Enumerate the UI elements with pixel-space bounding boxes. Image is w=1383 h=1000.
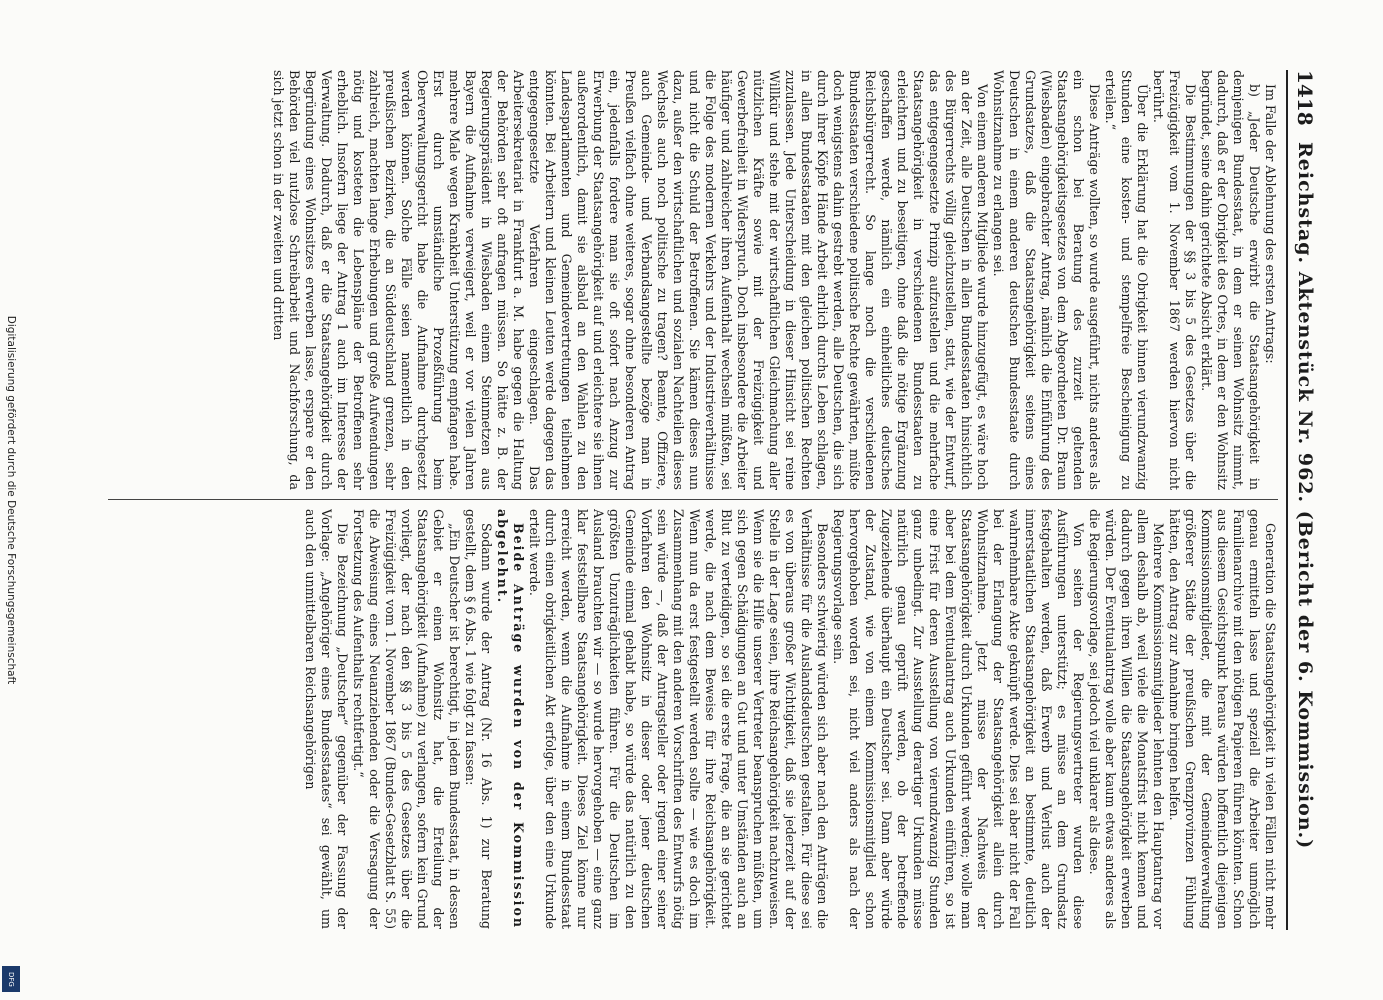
paragraph: Generation die Staatsangehörigkeit in vielen Fällen nicht mehr genau ermitteln lasse und speziell die Arbeiter unmöglich Familienarchive mit den nötigen Papieren führen könnten. Schon aus diesem Gesichtspunkt heraus würden hoffentlich diejenigen Kommissionsmitglieder, die mit der Gemeindeverwaltung größerer Städte der preußischen Grenzprovinzen Fühlung hätten, den Antrag zur Annahme bringen helfen. (1167, 509, 1278, 929)
page-number: 1418 (1293, 70, 1317, 126)
paragraph: Von seiten der Regierungsvertreter wurden diese Ausführungen unterstützt; es müsse an dem Grundsatz festgehalten werden, daß Erwerb und Verlust auch der innerstaatlichen Staatsangehörigkeit an bestimmte, deutlich wahrnehmbare Akte geknüpft werde. Dies sei aber nicht der Fall bei der Erlangung der Staatsangehörigkeit allein durch Wohnsitznahme. Jetzt müsse der Nachweis der Staatsangehörigkeit durch Urkunden geführt werden; wolle man aber bei dem Eventualantrag auch Urkunden einführen, so ist eine Frist für deren Ausstellung von vierundzwanzig Stunden ganz unbedingt. Zur Ausstellung derartiger Urkunden müsse natürlich genau geprüft werden, ob der betreffende Zugeziehende überhaupt ein Deutscher sei. Dann aber würde der Zustand, wie von einem Kommissionsmitglied schon hervorgehoben worden sei, nicht viel anders als nach der Regierungsvorlage sein. (831, 509, 1086, 929)
paragraph: Die Bezeichnung „Deutscher“ gegenüber der Fassung der Vorlage: „Angehöriger eines Bundesstaates“ sei gewählt, um auch den unmittelbaren Reichsangehörigen (303, 509, 350, 929)
page-header (1286, 70, 1322, 930)
digitization-strip (0, 0, 22, 1000)
paragraph: Sodann wurde der Antrag (Nr. 16 Abs. 1) zur Beratung gestellt, dem § 6 Abs. 1 wie folgt zu fassen: (463, 509, 494, 929)
paragraph: Beide Anträge wurden von der Kommission abgelehnt. (495, 509, 526, 929)
dfg-logo: DFG (2, 966, 20, 992)
paragraph: Im Falle der Ablehnung des ersten Antrags: (1263, 84, 1278, 364)
paragraph: Von einem anderen Mitgliede wurde hinzugefügt, es wäre hoch an der Zeit, alle Deutschen in allen Bundesstaaten hinsichtlich des Bürgerrechts völlig gleichzustellen, statt, wie der Entwurf, das entgegengesetzte Prinzip aufzustellen und die mehrfache Staatsangehörigkeit in verschiedenen Bundesstaaten zu erleichtern und zu beseitigen, ohne daß die nötige Ergänzung geschaffen werde, nämlich ein einheitliches deutsches Reichsbürgerrecht. So lange noch die verschiedenen Bundesstaaten verschiedene politische Rechte gewährten, müßte doch wenigstens dahin gestrebt werden, alle Deutschen, die sich durch ihrer Köpfe Hände Arbeit ehrlich durchs Leben schlagen, in allen Bundesstaaten mit den gleichen politischen Rechten zuzulassen. Jede Unterscheidung in dieser Hinsicht sei reine Willkür und stehe mit der wirtschaftlichen Gleichmachung aller nützlichen Kräfte sowie mit der Freizügigkeit und Gewerbefreiheit in Widerspruch. Doch insbesondere die Arbeiter häufiger und zahlreicher ihren Aufenthalt wechseln müßten, sei die Folge des modernen Verkehrs und der Industrieverhältnisse und nicht die Schuld der Betroffenen. Sie kämen dieses nun dazu, außer den wirtschaftlichen und sozialen Nachteilen dieses Wechsels auch noch politische zu tragen? Beamte, Offiziere, auch Gemeinde- und Verbandsangestellte bezöge man in Preußen vielfach ohne weiteres, sogar ohne besonderen Antrag ein, jedenfalls fordere man sie oft sofort nach Anzug zur Erwerbung der Staatsangehörigkeit auf und erleichtere sie ihnen außerordentlich, damit sie alsbald an den Wahlen zu den Landesparlamenten und Gemeindevertretungen teilnehmen könnten. Bei Arbeitern und kleinen Leuten werde dagegen das entgegengesetzte Verfahren eingeschlagen. Das Arbeitersekretariat in Frankfurt a. M. habe gegen die Haltung der Behörden sehr oft anfragen müssen. So hätte z. B. der Regierungspräsident in Wiesbaden einem Steinmetzen aus Bayern die Aufnahme verweigert, weil er vor vielen Jahren mehrere Male wegen Krankheit Unterstützung empfangen habe. Erst durch umständliche Prozeßführung beim Oberverwaltungsgericht habe die Aufnahme durchgesetzt werden können. Solche Fälle seien namentlich in den preußischen Bezirken, die an Süddeutschland grenzen, sehr zahlreich, machten lange Erhebungen und große Aufwendungen nötig und kosteten die Lebenspläne der Betroffenen sehr erheblich. Insofern liege der Antrag 1 auch im Interesse der Verwaltung. Dadurch, daß er die Staatsangehörigkeit durch Begründung eines Wohnsitzes erwerben lasse, erspare er den Behörden viel nutzlose Schreibarbeit und Nachforschung, da sich jetzt schon in der zweiten und dritten (271, 70, 990, 490)
paragraph: Diese Anträge wollten, so wurde ausgeführt, nichts anderes als ein schon bei Beratung des zurzeit geltenden Staatsangehörigkeitsgesetzes von dem Abgeordneten Dr. Braun (Wiesbaden) eingebrachter Antrag, nämlich die Einführung des Grundsatzes, daß die Staatsangehörigkeit seitens eines Deutschen in einem anderen deutschen Bundesstaate durch Wohnsitznahme zu erlangen sei. (991, 70, 1102, 490)
text-columns (108, 70, 1278, 930)
paragraph: Über die Erklärung hat die Obrigkeit binnen vierundzwanzig Stunden eine kosten- und stempelfreie Bescheinigung zu erteilen.“ (1103, 70, 1150, 490)
running-head: Reichstag. Aktenstück Nr. 962. (Bericht der 6. Kommission.) (1294, 142, 1316, 850)
paragraph: Mehrere Kommissionsmitglieder lehnten den Hauptantrag vor allem deshalb ab, weil viele die Monatsfrist nicht kennen und dadurch gegen ihren Willen die Staatsangehörigkeit erwerben würden. Der Eventualantrag wolle aber kaum etwas anderes als die Regierungsvorlage, sei jedoch viel unklarer als diese. (1087, 509, 1166, 929)
paragraph: „Ein Deutscher ist berechtigt, in jedem Bundesstaat, in dessen Gebiet er einen Wohnsitz hat, die Erteilung der Staatsangehörigkeit (Aufnahme) zu verlangen, sofern kein Grund vorliegt, der nach den §§ 3 bis 5 des Gesetzes über die Freizügigkeit vom 1. November 1867 (Bundes-Gesetzblatt S. 55) die Abweisung eines Neuanziehenden oder die Versagung der Fortsetzung des Aufenthalts rechtfertigt.“ (351, 509, 462, 929)
column-divider (108, 499, 1278, 500)
right-column (108, 509, 1278, 929)
left-column (108, 70, 1278, 490)
rotated-page-content (92, 70, 1322, 930)
paragraph: b) „Jeder Deutsche erwirbt die Staatsangehörigkeit in demjenigen Bundesstaat, in dem er seinen Wohnsitz nimmt, dadurch, daß er der Obrigkeit des Ortes, in dem er den Wohnsitz begründet, seine dahin gerichtete Absicht erklärt. (1199, 70, 1262, 490)
paragraph: Besonders schwierig würden sich aber nach den Anträgen die Verhältnisse für die Auslandsdeutschen gestalten. Für diese sei es von überaus großer Wichtigkeit, daß sie jederzeit auf der Stelle in der Lage seien, ihre Reichsangehörigkeit nachzuweisen. Wenn sie die Hilfe unserer Vertreter beanspruchen müßten, um sich gegen Schädigungen an Gut und unter Umständen auch an Blut zu verteidigen, so sei die erste Frage, die an sie gerichtet werde, die nach dem Beweise für ihre Reichsangehörigkeit. Wenn nun da erst festgestellt werden sollte — wie es doch im Zusammenhang mit den anderen Vorschriften des Entwurfs nötig sein würde —, daß der Antragsteller oder irgend einer seiner Vorfahren den Wohnsitz in dieser oder jener deutschen Gemeinde einmal gehabt habe, so würde das natürlich zu den größten Unzuträglichkeiten führen. Für die Deutschen im Ausland brauchten wir — so wurde hervorgehoben — eine ganz klar feststellbare Staatsangehörigkeit. Dieses Ziel könne nur erreicht werden, wenn die Aufnahme in einem Bundesstaat durch einen obrigkeitlichen Akt erfolge, über den eine Urkunde erteilt werde. (527, 509, 830, 929)
paragraph: Die Bestimmungen der §§ 3 bis 5 des Gesetzes über die Freizügigkeit vom 1. November 1867 werden hiervon nicht berührt. (1151, 70, 1198, 490)
digitization-note: Digitalisierung gefördert durch die Deutsche Forschungsgemeinschaft (5, 315, 17, 685)
